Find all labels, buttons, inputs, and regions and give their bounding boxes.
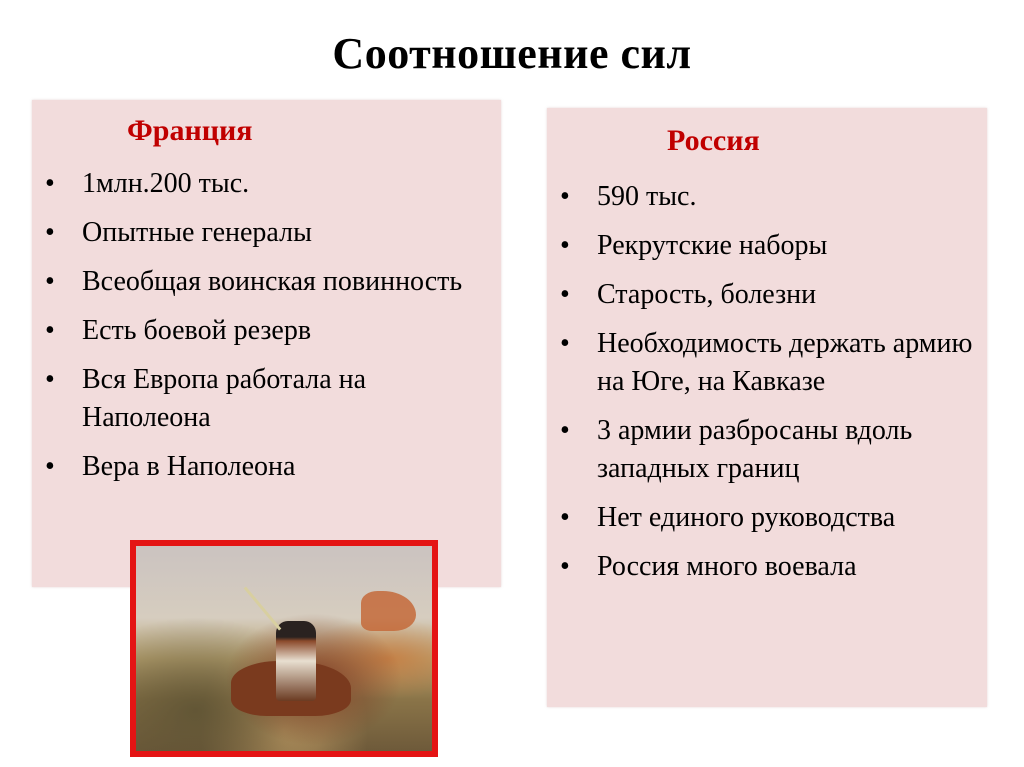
list-item-text: 1млн.200 тыс. [82,168,250,199]
list-item [557,325,982,401]
list-item-text: Вера в Наполеона [82,451,296,482]
list-item-text: 3 армии разбросаны вдоль западных границ [597,415,913,484]
list-item-text: Россия много воевала [597,551,857,582]
bullet-icon: • [560,415,570,446]
list-item [42,361,482,437]
list-item [42,165,482,203]
bullet-icon: • [560,279,570,310]
list-item-text: Всеобщая воинская повинность [82,266,463,297]
list-item [557,412,982,488]
bullet-icon: • [45,266,55,297]
list-item-text: Рекрутские наборы [597,230,828,261]
bullet-icon: • [560,502,570,533]
france-heading: Франция [127,114,253,147]
bullet-icon: • [560,551,570,582]
bullet-icon: • [45,364,55,395]
bullet-icon: • [560,328,570,359]
list-item-text: Необходимость держать армию на Юге, на Кавказе [597,328,973,397]
france-panel [32,100,501,587]
list-item-text: Нет единого руководства [597,502,896,533]
bullet-icon: • [45,315,55,346]
list-item [557,178,982,216]
list-item-text: Есть боевой резерв [82,315,312,346]
list-item [42,263,482,301]
bullet-icon: • [45,168,55,199]
bullet-icon: • [560,230,570,261]
list-item-text: Опытные генералы [82,217,312,248]
rider-shape [276,621,316,701]
flag-shape [361,591,416,631]
list-item [42,448,482,486]
list-item-text: Старость, болезни [597,279,817,310]
bullet-icon: • [45,217,55,248]
russia-panel [547,108,987,707]
russia-list [557,178,982,597]
list-item [42,312,482,350]
list-item-text: Вся Европа работала на Наполеона [82,364,367,433]
list-item [557,276,982,314]
list-item [557,548,982,586]
list-item-text: 590 тыс. [597,181,697,212]
list-item [557,227,982,265]
bullet-icon: • [560,181,570,212]
bullet-icon: • [45,451,55,482]
battle-painting-image [130,540,438,757]
sword-shape [244,586,282,630]
russia-heading: Россия [667,124,760,157]
france-list [42,165,482,497]
slide-title: Соотношение сил [332,29,692,78]
list-item [42,214,482,252]
list-item [557,499,982,537]
